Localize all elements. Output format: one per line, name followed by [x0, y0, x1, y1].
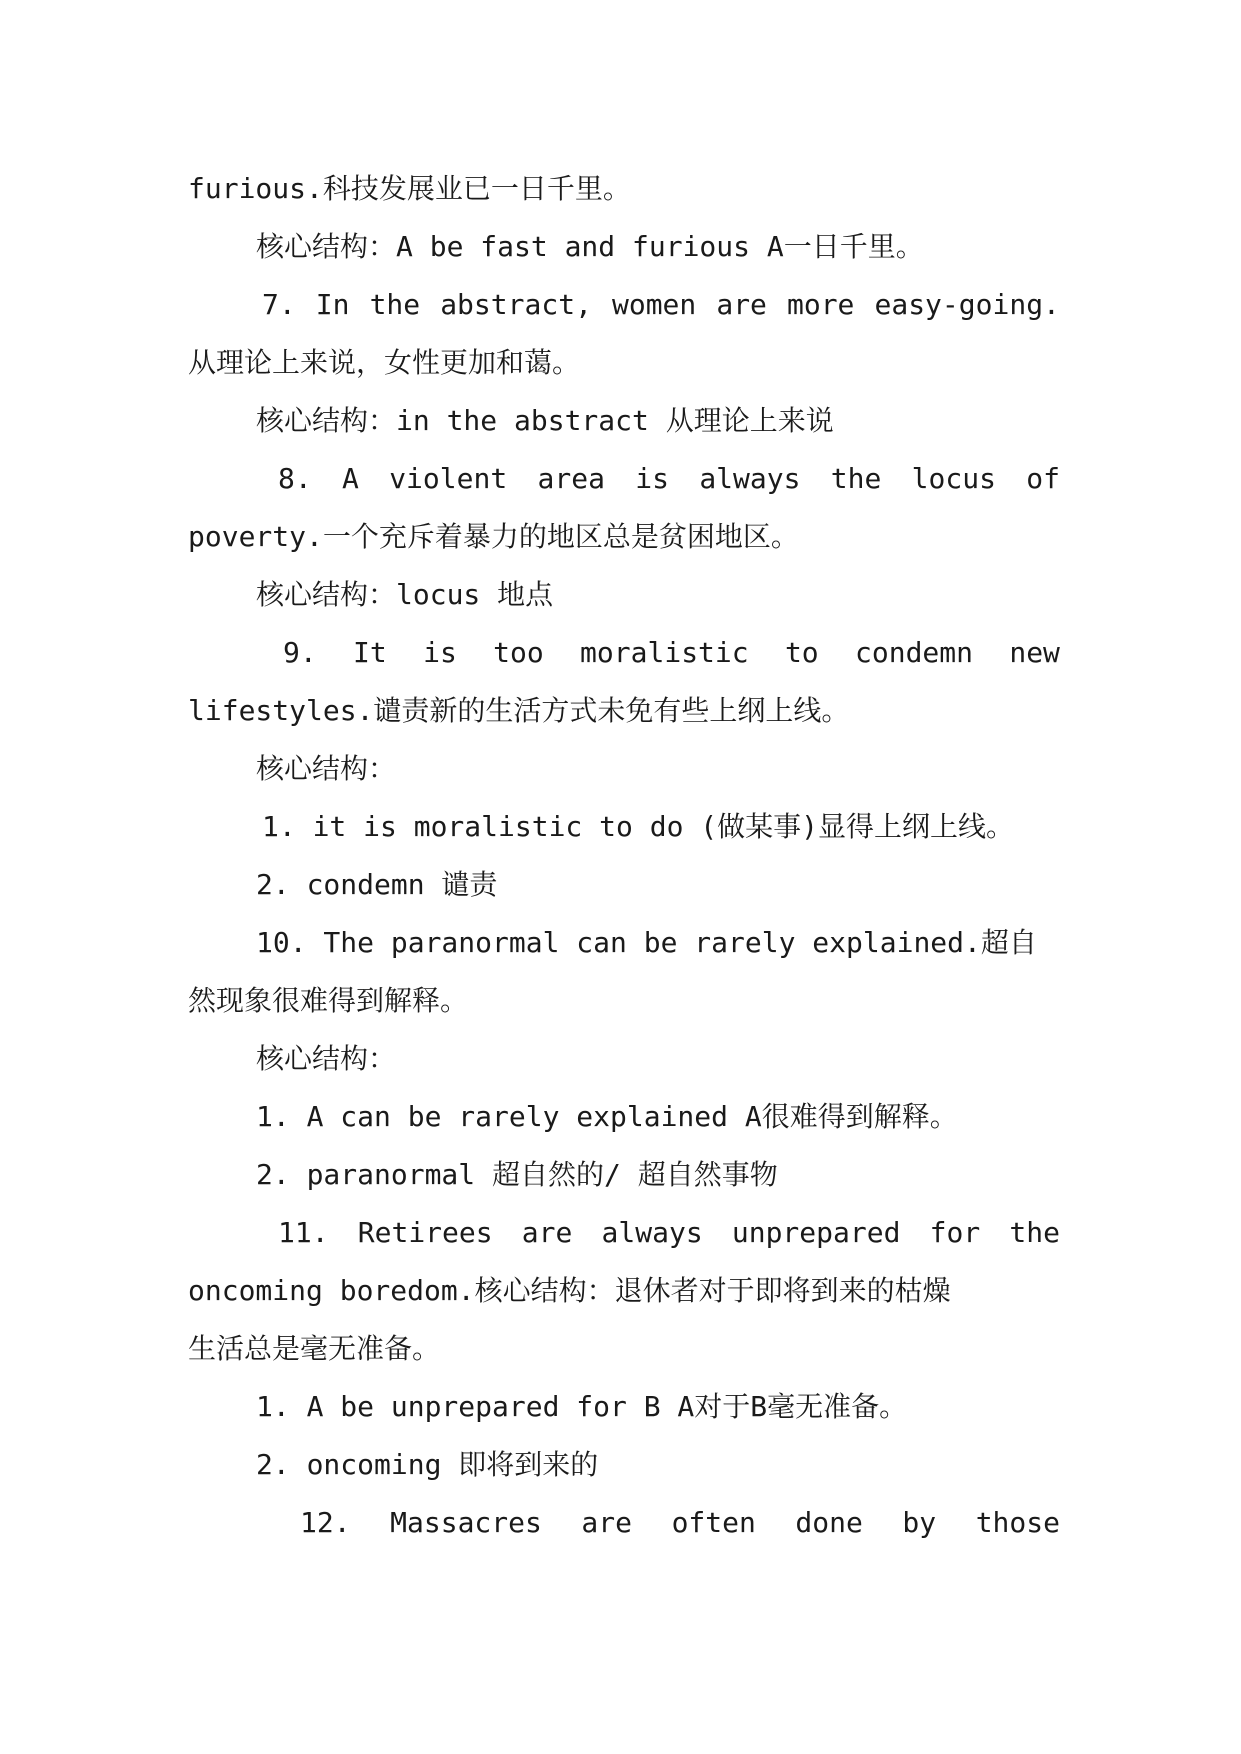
list-item: 2. paranormal 超自然的/ 超自然事物 — [256, 1158, 778, 1191]
word: always — [601, 1216, 703, 1249]
word: often — [671, 1506, 756, 1539]
word: the — [369, 288, 421, 321]
word: It — [353, 636, 387, 669]
text-line: 然现象很难得到解释。 — [188, 984, 469, 1017]
text-line: furious.科技发展业已一日千里。 — [188, 172, 631, 205]
text-line: lifestyles.谴责新的生活方式未免有些上纲上线。 — [188, 694, 850, 727]
word: easy-going. — [874, 288, 1060, 321]
text-line: oncoming boredom.核心结构：退休者对于即将到来的枯燥 — [188, 1274, 951, 1307]
word: done — [795, 1506, 863, 1539]
word: Massacres — [390, 1506, 542, 1539]
word: of — [1026, 462, 1060, 495]
word: 9. — [283, 636, 317, 669]
word: 7. — [262, 288, 296, 321]
word: 12. — [300, 1506, 351, 1539]
sentence-11-line — [188, 1204, 1060, 1262]
sentence-7-line — [188, 276, 1060, 334]
word: are — [716, 288, 767, 321]
list-item: 2. condemn 谴责 — [256, 868, 498, 901]
word: condemn — [855, 636, 974, 669]
word: more — [786, 288, 855, 321]
word: by — [902, 1506, 937, 1539]
word: are — [521, 1216, 573, 1249]
word: the — [1009, 1216, 1060, 1249]
word: are — [581, 1506, 632, 1539]
sentence-8-line — [188, 450, 1060, 508]
word: Retirees — [357, 1216, 493, 1249]
list-item: 1. A can be rarely explained A很难得到解释。 — [256, 1100, 958, 1133]
word: too — [493, 636, 544, 669]
word: A — [342, 462, 359, 495]
text-line: 生活总是毫无准备。 — [188, 1332, 441, 1365]
word: area — [537, 462, 605, 495]
list-item: 1. A be unprepared for B A对于B毫无准备。 — [256, 1390, 908, 1423]
structure-line: 核心结构： — [256, 752, 397, 785]
word: to — [784, 636, 819, 669]
structure-line: 核心结构：A be fast and furious A一日千里。 — [256, 230, 924, 263]
document-body — [188, 160, 1060, 1552]
text-line: 10. The paranormal can be rarely explained.超自 — [256, 926, 1037, 959]
structure-line: 核心结构：in the abstract 从理论上来说 — [256, 404, 834, 437]
word: for — [929, 1216, 981, 1249]
word: abstract, — [440, 288, 592, 321]
word: 11. — [278, 1216, 329, 1249]
structure-line: 核心结构：locus 地点 — [256, 578, 554, 611]
structure-line: 核心结构： — [256, 1042, 397, 1075]
list-item: 1. it is moralistic to do (做某事)显得上纲上线。 — [262, 810, 1015, 843]
word: women — [611, 288, 697, 321]
word: violent — [389, 462, 508, 495]
word: new — [1009, 636, 1060, 669]
word: the — [830, 462, 882, 495]
text-line: 从理论上来说，女性更加和蔼。 — [188, 346, 581, 379]
word: moralistic — [580, 636, 749, 669]
word: unprepared — [731, 1216, 901, 1249]
sentence-9-line — [188, 624, 1060, 682]
word: those — [975, 1506, 1060, 1539]
word: is — [423, 636, 457, 669]
word: always — [699, 462, 801, 495]
word: locus — [911, 462, 996, 495]
word: In — [315, 288, 350, 321]
word: is — [635, 462, 669, 495]
list-item: 2. oncoming 即将到来的 — [256, 1448, 599, 1481]
word: 8. — [278, 462, 312, 495]
text-line: poverty.一个充斥着暴力的地区总是贫困地区。 — [188, 520, 799, 553]
sentence-12-line — [188, 1494, 1060, 1552]
